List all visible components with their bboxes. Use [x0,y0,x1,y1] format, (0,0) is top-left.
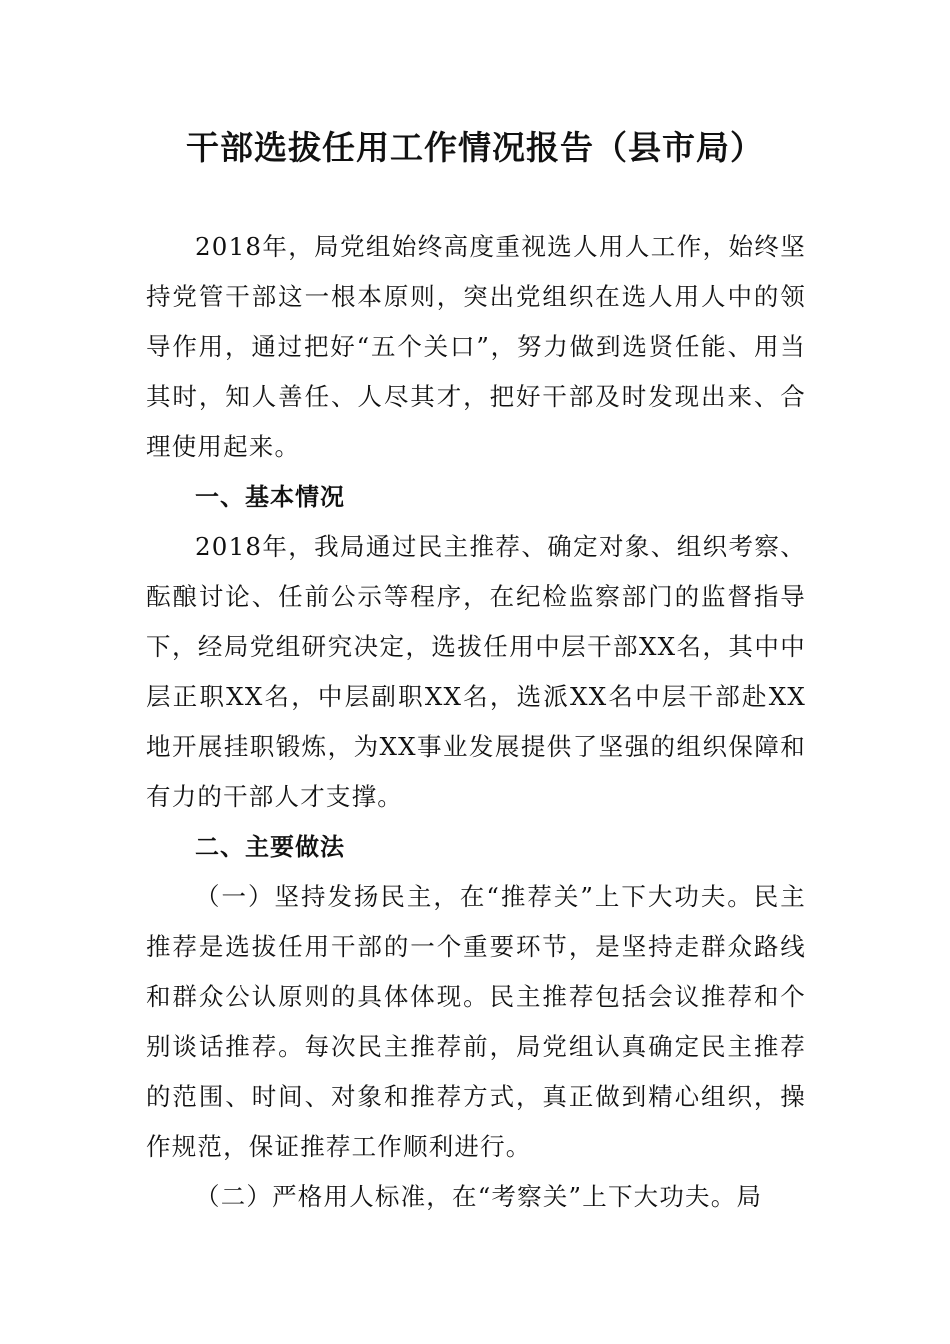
section-heading-main-practices: 二、主要做法 [195,833,345,861]
section-heading-basic-situation: 一、基本情况 [195,483,345,511]
practice-paragraph-2: （二）严格用人标准，在“考察关”上下大功夫。局 [195,1182,763,1211]
intro-paragraph: 2018年，局党组始终高度重视选人用人工作，始终坚持党管干部这一根本原则，突出党组织在选人用人中的领导作用，通过把好“五个关口”，努力做到选贤任能、用当其时，知人善任、人尽其才，把好干部及时发现出来、合理使用起来。 [146,232,806,461]
basic-situation-paragraph: 2018年，我局通过民主推荐、确定对象、组织考察、酝酿讨论、任前公示等程序，在纪检监察部门的监督指导下，经局党组研究决定，选拔任用中层干部XX名，其中中层正职XX名，中层副职XX名，选派XX名中层干部赴XX地开展挂职锻炼，为XX事业发展提供了坚强的组织保障和有力的干部人才支撑。 [146,532,806,811]
document-title: 干部选拔任用工作情况报告（县市局） [186,128,764,167]
document-body [146,222,806,1222]
practice-paragraph-1: （一）坚持发扬民主，在“推荐关”上下大功夫。民主推荐是选拔任用干部的一个重要环节，是坚持走群众路线和群众公认原则的具体体现。民主推荐包括会议推荐和个别谈话推荐。每次民主推荐前，局党组认真确定民主推荐的范围、时间、对象和推荐方式，真正做到精心组织，操作规范，保证推荐工作顺利进行。 [146,882,806,1161]
